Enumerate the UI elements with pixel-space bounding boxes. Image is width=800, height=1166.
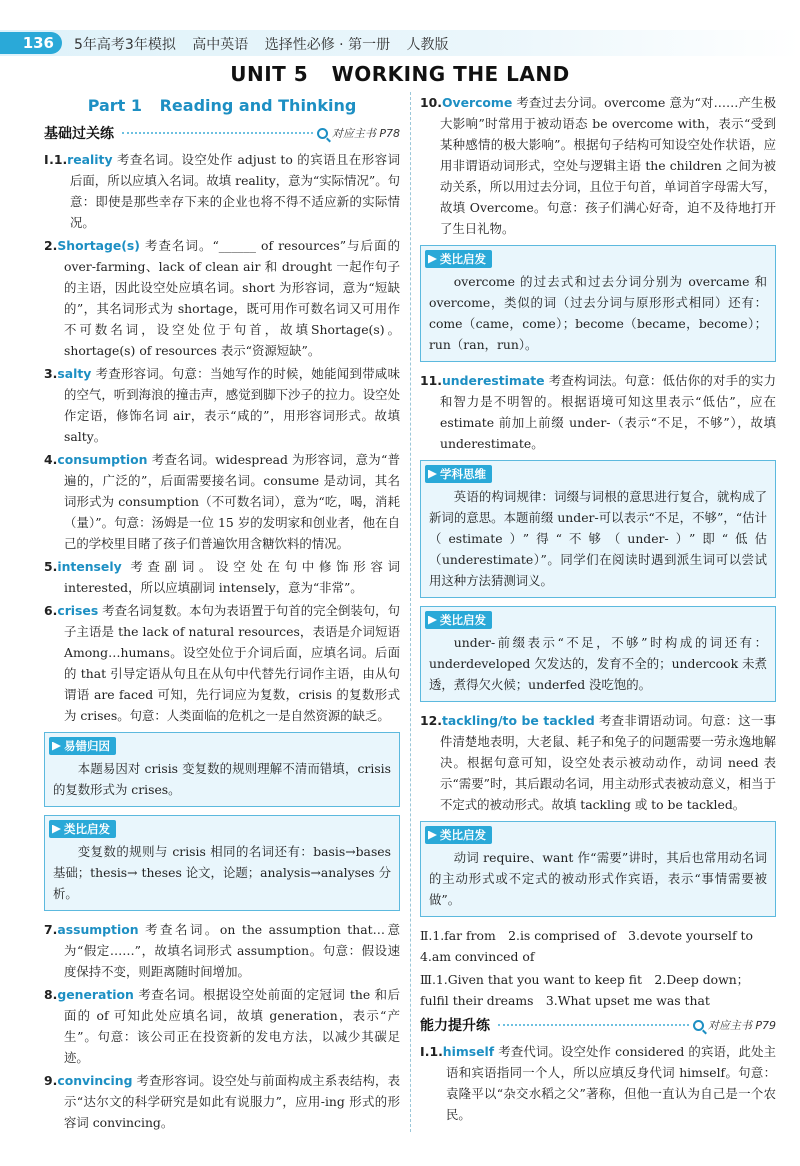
item-explanation: 考查非谓语动词。句意：这一事件清楚地表明，大老鼠、耗子和兔子的问题需要一劳永逸地解决。根据句意可知，设空处表示被动动作，动词 need 表示“需要”时，其后跟动名词，用主动形式表被动意义，相当于不定式的被动形式。故填 tackling 或 to be tackled。 [440,713,776,812]
tip-body: under-前缀表示“不足，不够”时构成的词还有：underdeveloped 欠发达的，发育不全的；undercook 未煮透，煮得欠火候；underfed 没吃饱的。 [429,635,767,692]
part-title [44,96,400,115]
tip-tag [425,611,492,629]
page-header [0,0,800,58]
item-explanation: 考查名词。设空处作 adjust to 的宾语且在形容词后面，所以应填入名词。故填 reality，意为“实际情况”。句意：即使是那些幸存下来的企业也将不得不适应新的实际情况。 [70,152,400,230]
section-name: 基础过关练 [44,126,114,142]
unit-title [0,62,800,86]
item-answer: salty [57,366,92,381]
item-answer: intensely [57,559,122,574]
item-answer: underestimate [441,373,545,388]
answer-item [44,1070,400,1133]
tip-body: overcome 的过去式和过去分词分别为 overcame 和 overcome，类似的词（过去分词与原形形式相同）还有：come（came，come）；become（became，become）；run（ran，run）。 [429,274,767,352]
series-edition: 人教版 [406,37,449,53]
item-answer: crises [57,603,99,618]
search-icon [317,128,328,139]
tip-tag-label: 类比启发 [440,828,486,842]
item-number: 11. [420,373,442,388]
tip-tag-label: 学科思维 [440,467,486,481]
item-number: 9. [44,1073,58,1088]
item-answer: consumption [57,452,148,467]
item-number: 7. [44,922,58,937]
section-ref-text: 对应主书 P78 [331,127,400,140]
part2-answers: Ⅱ.1.far from 2.is comprised of 3.devote yourself to 4.am convinced of [420,928,766,964]
item-number: 4. [44,452,58,467]
item-answer: convincing [57,1073,133,1088]
item-answer: Overcome [441,95,513,110]
answer-item [44,600,400,726]
section-ref [693,1017,776,1033]
item-explanation: 考查构词法。句意：低估你的对手的实力和智力是不明智的。根据语境可知这里表示“低估”，应在 estimate 前加上前缀 under-（表示“不足，不够”），故填 underestimate。 [440,373,776,451]
item-explanation: 考查过去分词。overcome 意为“对……产生极大影响”时常用于被动语态 be overcome with，表示“受到某种感情的极大影响”。根据句子结构可知设空处作状语，应用非谓语动词形式，空处与逻辑主语 the children 之间为被动关系，所以用过去分词，且位于句首，单词首字母需大写，故填 Overcome。句意：孩子们满心好奇，迫不及待地打开了生日礼物。 [440,95,776,236]
tag-arrow-icon [428,831,437,840]
dotted-leader [122,132,313,134]
item-number: 2. [44,238,58,253]
answer-item [44,919,400,982]
dotted-leader [498,1024,689,1026]
answer-item [420,370,776,454]
tip-tag-label: 易错归因 [64,739,110,753]
tip-tag [425,250,492,268]
answer-item [420,710,776,815]
page-number: 136 [0,32,62,54]
item-explanation: 考查名词复数。本句为表语置于句首的完全倒装句，句子主语是 the lack of natural resources，表语是介词短语 Among…humans。设空处位于介词后面，应填名词。后面的 that 引导定语从句且在从句中代替先行词作主语，由从句谓语 are faced 可知，先行词应为复数，crisis 的复数形式为 crises。句意：人类面临的危机之一是自然资源的缺乏。 [64,603,400,723]
item-number: Ⅰ.1. [420,1044,443,1059]
answer-item [44,235,400,361]
item-number: 12. [420,713,442,728]
series-subject: 高中英语 [192,37,249,53]
tip-box [420,460,776,598]
answer-item [44,363,400,447]
answer-item [44,149,400,233]
series-volume: 选择性必修 · 第一册 [264,37,391,53]
answer-item [420,1041,776,1125]
item-explanation: 考查名词。“______ of resources”与后面的 over-farming、lack of clean air 和 drought 一起作句子的主语，因此设空处应填名词。short 为形容词，意为“短缺的”，其名词形式为 shortage，既可用作可数名词又可用作不可数名词，设空处位于句首，故填Shortage(s)。shortage(s) of resources 表示“资源短缺”。 [64,238,400,358]
tip-tag [49,820,116,838]
item-explanation: 考查名词。widespread 为形容词，意为“普遍的，广泛的”，后面需要接名词。consume 是动词，其名词形式为 consumption（不可数名词），意为“吃，喝，消耗（量）”。句意：汤姆是一位 15 岁的发明家和创业者，他在自己的学校里目睹了孩子们普遍饮用含糖饮料的情况。 [64,452,400,551]
series-name: 5年高考3年模拟 [74,37,176,53]
item-explanation: 考查形容词。设空处与前面构成主系表结构，表示“达尔文的科学研究是如此有说服力”，应用-ing 形式的形容词 convincing。 [64,1073,400,1130]
tip-tag-label: 类比启发 [440,613,486,627]
tip-box [420,606,776,702]
tip-body: 英语的构词规律：词缀与词根的意思进行复合，就构成了新词的意思。本题前缀 under-可以表示“不足，不够”，“估计（estimate）”得“不够（under-）”即“低估（underestimate）”。同学们在阅读时遇到派生词可以尝试用这种方法猜测词义。 [429,489,767,588]
tip-box [420,821,776,917]
tip-body: 变复数的规则与 crisis 相同的名词还有：basis→bases 基础；thesis→ theses 论文，论题；analysis→analyses 分析。 [53,844,391,901]
tip-box [44,732,400,807]
right-column [420,92,776,1127]
item-number: 6. [44,603,58,618]
item-number: 3. [44,366,58,381]
tip-tag [49,737,116,755]
item-answer: generation [57,987,134,1002]
tag-arrow-icon [52,742,61,751]
tip-tag-label: 类比启发 [64,822,110,836]
search-icon [693,1020,704,1031]
book-series [74,34,461,54]
item-answer: himself [442,1044,495,1059]
tag-arrow-icon [428,616,437,625]
answer-item [44,449,400,554]
tip-box [44,815,400,911]
item-explanation: 考查副词。设空处在句中修饰形容词 interested，所以应填副词 intensely，意为“非常”。 [64,559,400,595]
tip-body: 动词 require、want 作“需要”讲时，其后也常用动名词的主动形式或不定式的被动形式作宾语，表示“事情需要被做”。 [429,850,767,907]
tag-arrow-icon [428,470,437,479]
item-explanation: 考查形容词。句意：当她写作的时候，她能闻到带咸味的空气，听到海浪的撞击声，感觉到脚下沙子的拉力。设空处作定语，修饰名词 air，表示“咸的”，用形容词形式。故填 salty。 [64,366,400,444]
unit-name: WORKING THE LAND [331,62,570,86]
item-number: Ⅰ.1. [44,152,68,167]
tag-arrow-icon [428,255,437,264]
part-label: Part 1 [87,96,143,115]
tip-tag-label: 类比启发 [440,252,486,266]
section-header-advanced [420,1013,776,1037]
part-name: Reading and Thinking [159,96,357,115]
tip-tag [425,826,492,844]
item-number: 8. [44,987,58,1002]
answer-item [44,984,400,1068]
tag-arrow-icon [52,825,61,834]
left-column [44,92,400,1135]
item-explanation: 考查名词。根据设空处前面的定冠词 the 和后面的 of 可知此处应填名词，故填 generation，表示“产生”。句意：该公司正在投资新的发电方法，以减少其碳足迹。 [64,987,400,1065]
section-ref [317,125,400,141]
section-header-basic [44,121,400,145]
item-explanation: 考查代词。设空处作 considered 的宾语，此处主语和宾语指同一个人，所以应填反身代词 himself。句意：袁隆平以“杂交水稻之父”著称，但他一直认为自己是一个农民。 [446,1044,776,1122]
tip-tag [425,465,492,483]
answer-item [420,92,776,239]
unit-label: UNIT 5 [230,62,309,86]
item-number: 5. [44,559,58,574]
tip-box [420,245,776,362]
part3-answers: Ⅲ.1.Given that you want to keep fit 2.Deep down；fulfil their dreams 3.What upset me was that [420,972,750,1008]
item-answer: assumption [57,922,139,937]
item-answer: reality [67,152,113,167]
item-explanation: 考查名词。on the assumption that…意为“假定……”，故填名词形式 assumption。句意：假设速度保持不变，则距离随时间增加。 [64,922,400,979]
item-answer: tackling/to be tackled [441,713,595,728]
answer-item [44,556,400,598]
section-ref-text: 对应主书 P79 [707,1019,776,1032]
item-number: 10. [420,95,442,110]
tip-body: 本题易因对 crisis 变复数的规则理解不清而错填，crisis 的复数形式为 crises。 [53,761,391,797]
item-answer: Shortage(s) [57,238,140,253]
column-divider [410,92,411,1132]
section-name: 能力提升练 [420,1018,490,1034]
